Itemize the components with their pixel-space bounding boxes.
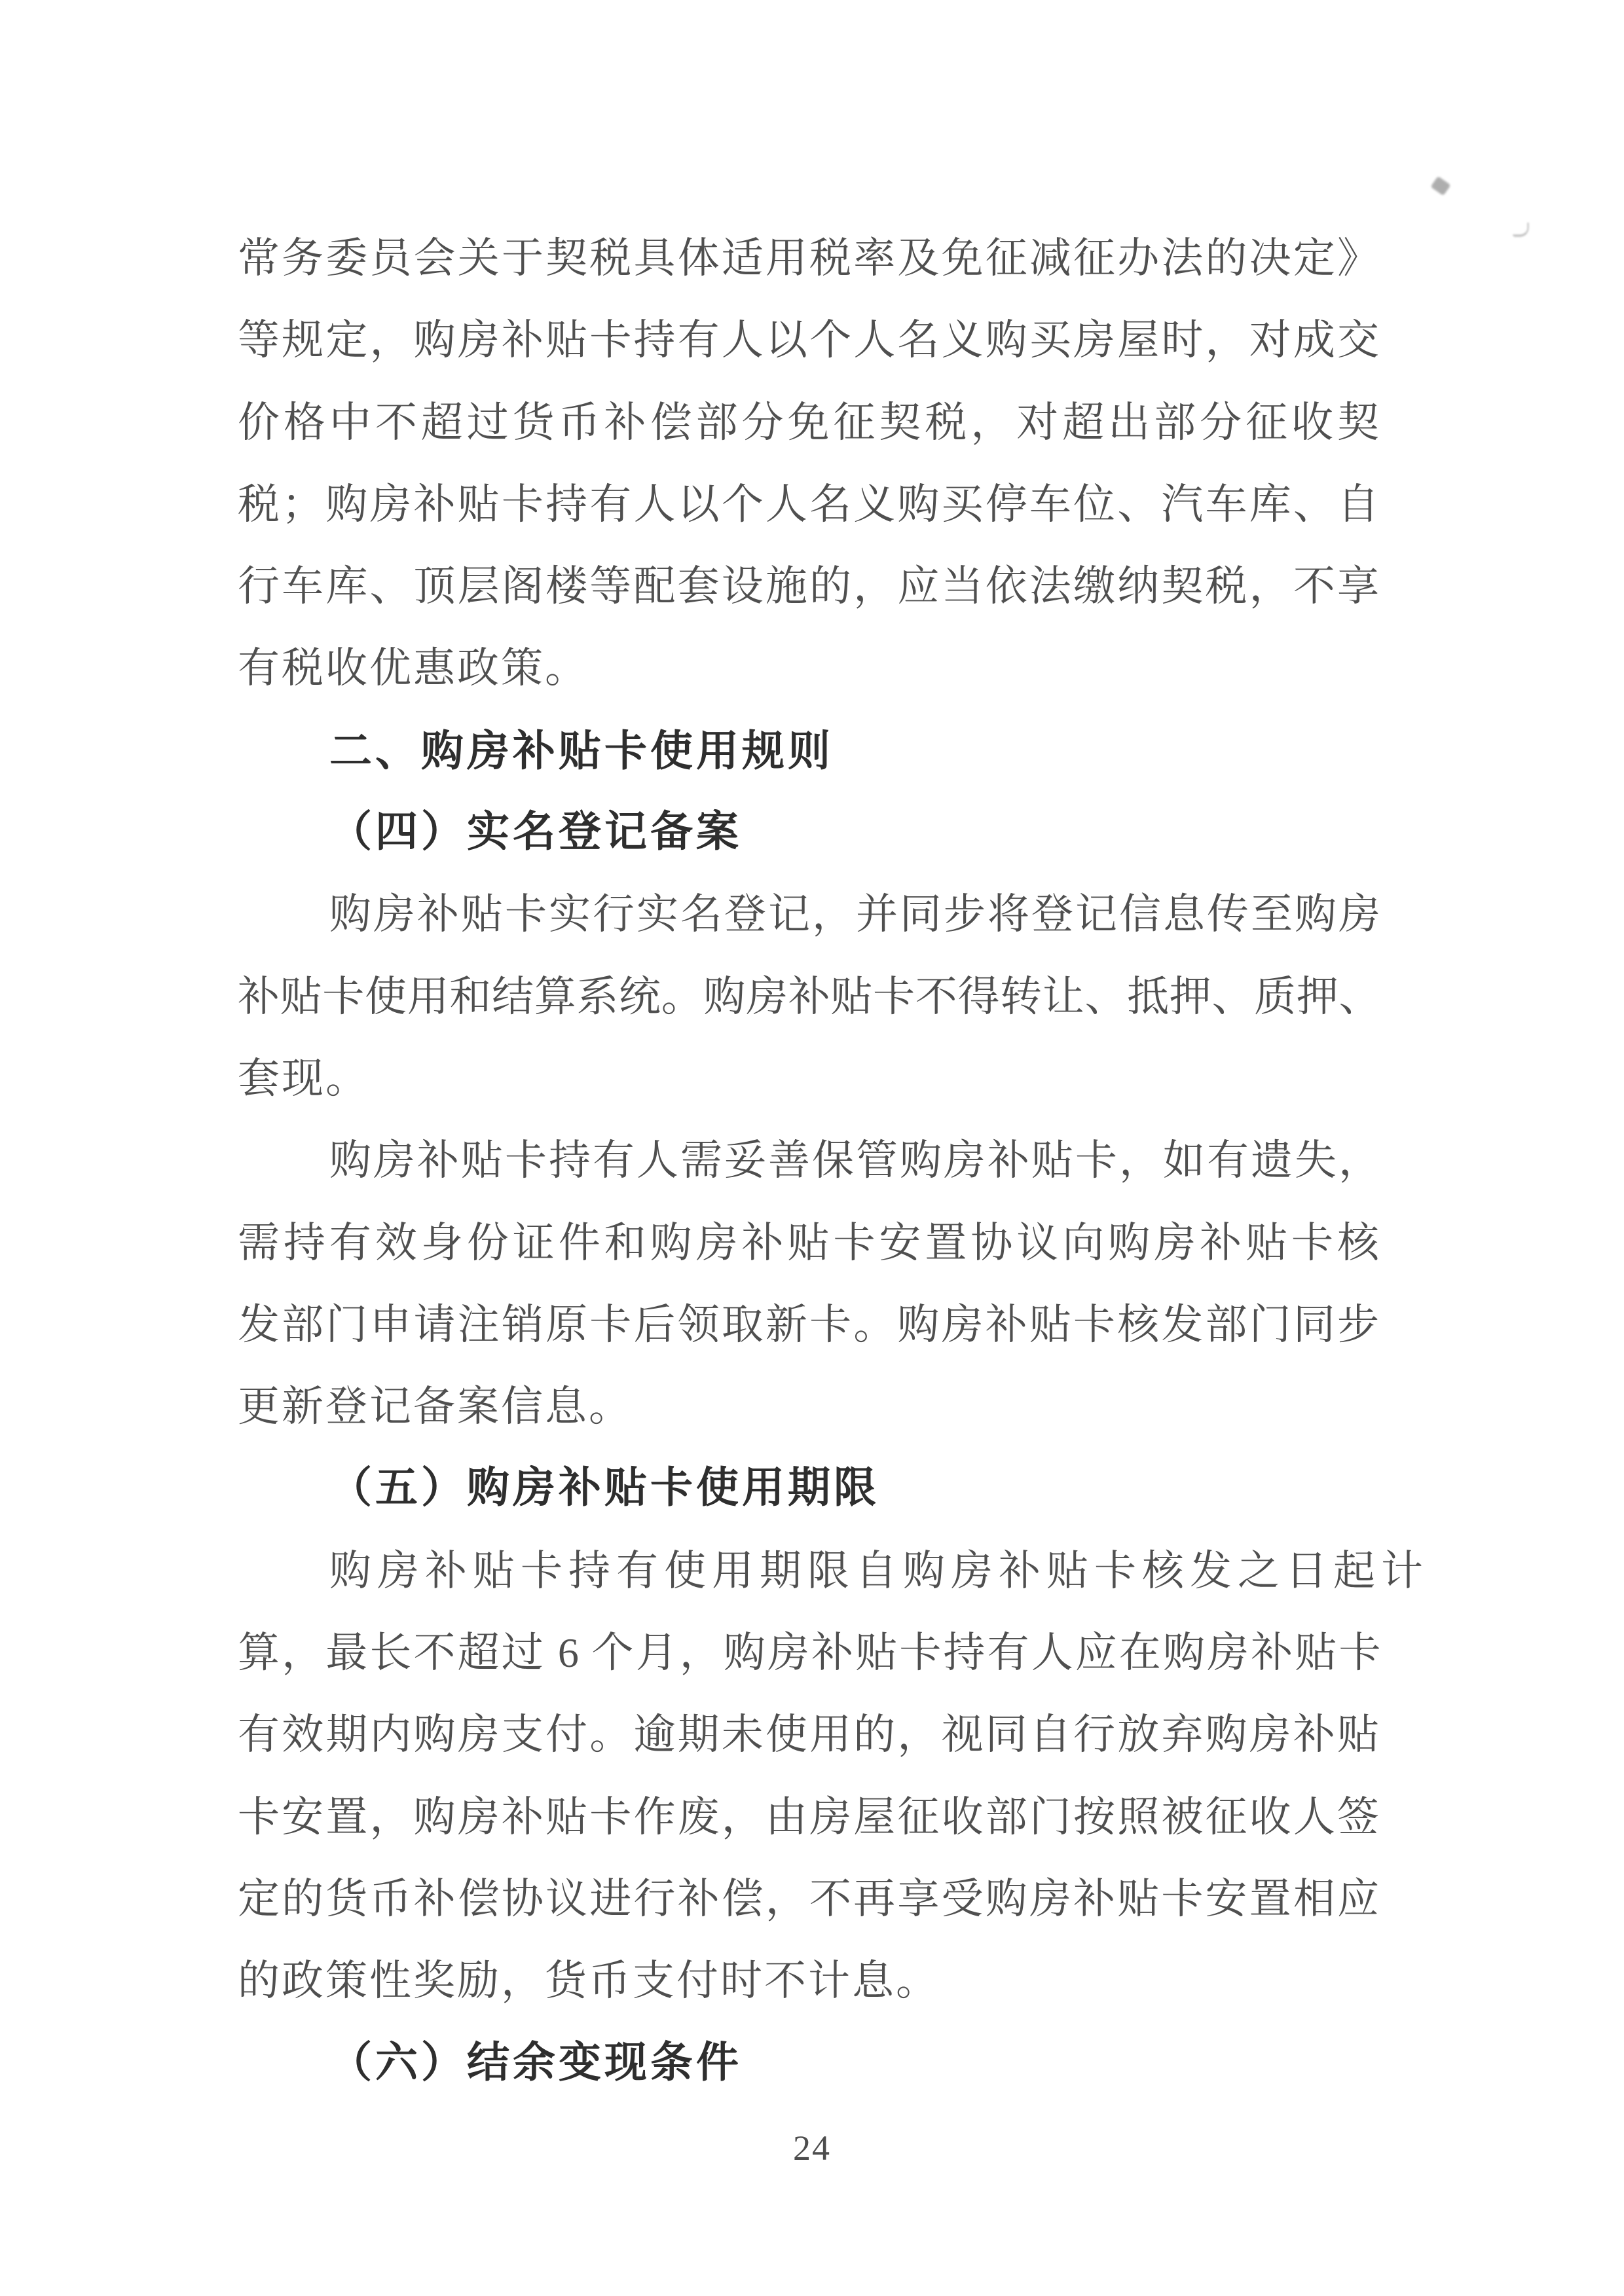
body-text-line: 补贴卡使用和结算系统。购房补贴卡不得转让、抵押、质押、 xyxy=(238,973,1381,1020)
body-text-line: 购房补贴卡持有使用期限自购房补贴卡核发之日起计 xyxy=(329,1547,1429,1594)
body-text-line: 等规定，购房补贴卡持有人以个人名义购买房屋时，对成交 xyxy=(238,317,1381,364)
sub-heading: （四）实名登记备案 xyxy=(329,809,743,856)
page-number: 24 xyxy=(793,2128,831,2168)
body-text-line: 定的货币补偿协议进行补偿，不再享受购房补贴卡安置相应 xyxy=(238,1875,1381,1922)
body-text-line: 算，最长不超过 6 个月，购房补贴卡持有人应在购房补贴卡 xyxy=(238,1630,1381,1677)
body-text-line: 有税收优惠政策。 xyxy=(238,645,589,692)
body-text-line: 行车库、顶层阁楼等配套设施的，应当依法缴纳契税，不享 xyxy=(238,563,1381,610)
body-text-line: 套现。 xyxy=(238,1055,369,1102)
body-text-line: 税；购房补贴卡持有人以个人名义购买停车位、汽车库、自 xyxy=(238,481,1381,528)
sub-heading: （六）结余变现条件 xyxy=(329,2039,743,2086)
body-text-line: 价格中不超过货币补偿部分免征契税，对超出部分征收契 xyxy=(238,399,1381,446)
body-text-line: 购房补贴卡实行实名登记，并同步将登记信息传至购房 xyxy=(329,891,1382,938)
body-text-line: 需持有效身份证件和购房补贴卡安置协议向购房补贴卡核 xyxy=(238,1219,1381,1266)
scan-smudge-artifact xyxy=(1513,223,1529,237)
body-text-line: 有效期内购房支付。逾期未使用的，视同自行放弃购房补贴 xyxy=(238,1711,1381,1758)
sub-heading: （五）购房补贴卡使用期限 xyxy=(329,1465,880,1512)
body-text-line: 购房补贴卡持有人需妥善保管购房补贴卡，如有遗失， xyxy=(329,1137,1382,1184)
document-body xyxy=(238,217,1429,2104)
scan-speck-artifact xyxy=(1430,176,1450,196)
section-heading: 二、购房补贴卡使用规则 xyxy=(329,726,834,774)
body-text-line: 卡安置，购房补贴卡作废，由房屋征收部门按照被征收人签 xyxy=(238,1793,1381,1840)
body-text-line: 的政策性奖励，货币支付时不计息。 xyxy=(238,1958,940,2005)
body-text-line: 常务委员会关于契税具体适用税率及免征减征办法的决定》 xyxy=(238,235,1381,282)
body-text-line: 更新登记备案信息。 xyxy=(238,1383,633,1430)
body-text-line: 发部门申请注销原卡后领取新卡。购房补贴卡核发部门同步 xyxy=(238,1301,1381,1348)
